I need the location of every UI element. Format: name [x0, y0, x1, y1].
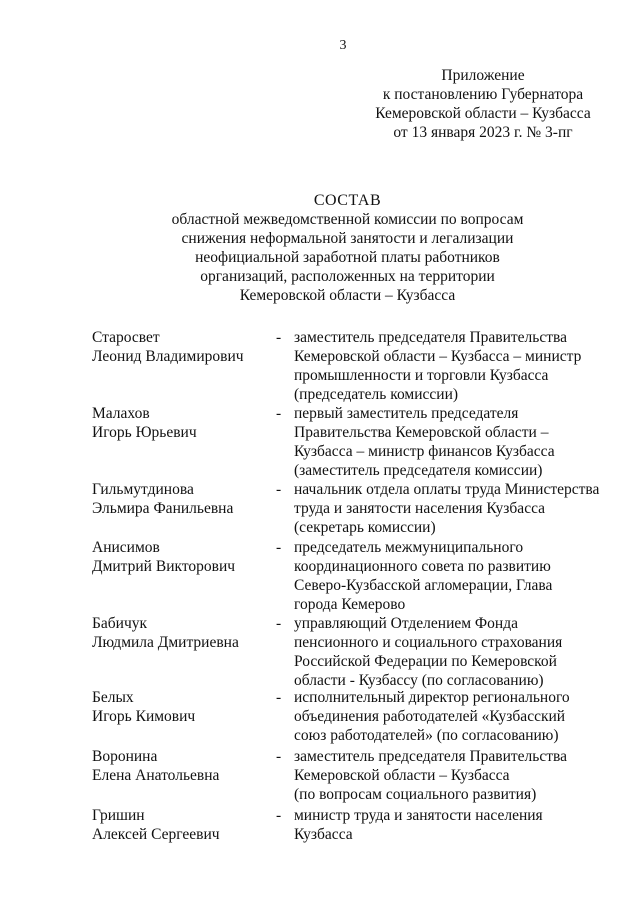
- member-role-line: председатель межмуниципального: [294, 539, 524, 556]
- member-name: [92, 538, 282, 576]
- appendix-line: Приложение: [441, 67, 525, 84]
- member-role-line: Северо-Кузбасской агломерации, Глава: [294, 577, 553, 594]
- member-role-line: (председатель комиссии): [294, 386, 459, 403]
- member-role-line: (заместитель председателя комиссии): [294, 462, 543, 479]
- member-surname: Воронина: [92, 748, 158, 765]
- member-name: [92, 480, 282, 518]
- member-role-line: промышленности и торговли Кузбасса: [294, 367, 549, 384]
- heading-line: организаций, расположенных на территории: [200, 268, 495, 285]
- member-dash: -: [276, 329, 282, 346]
- page-number: 3: [339, 38, 347, 53]
- member-role-line: министр труда и занятости населения: [294, 807, 543, 824]
- member-dash: -: [276, 748, 282, 765]
- member-role-line: (по вопросам социального развития): [294, 786, 537, 803]
- member-given-names: Дмитрий Викторович: [92, 558, 236, 575]
- member-given-names: Игорь Юрьевич: [92, 424, 197, 441]
- member-role-line: Кемеровской области – Кузбасса: [294, 767, 510, 784]
- member-name: [92, 404, 282, 442]
- member-role: [294, 404, 614, 480]
- heading-line: областной межведомственной комиссии по вопросам: [171, 211, 524, 228]
- member-surname: Белых: [92, 689, 134, 706]
- member-role-line: Кемеровской области – Кузбасса – министр: [294, 348, 582, 365]
- member-dash: -: [276, 405, 282, 422]
- member-role-line: исполнительный директор регионального: [294, 689, 570, 706]
- member-surname: Гришин: [92, 807, 145, 824]
- member-surname: Малахов: [92, 405, 150, 422]
- member-role-line: объединения работодателей «Кузбасский: [294, 708, 566, 725]
- member-role-line: координационного совета по развитию: [294, 558, 551, 575]
- appendix-line: от 13 января 2023 г. № 3-пг: [393, 124, 573, 141]
- member-role: [294, 747, 614, 804]
- member-role: [294, 538, 614, 614]
- member-role: [294, 688, 614, 745]
- member-given-names: Игорь Кимович: [92, 708, 196, 725]
- document-title: СОСТАВ: [313, 192, 382, 209]
- member-role-line: управляющий Отделением Фонда: [294, 615, 518, 632]
- member-role-line: заместитель председателя Правительства: [294, 329, 568, 346]
- member-dash: -: [276, 615, 282, 632]
- member-surname: Анисимов: [92, 539, 160, 556]
- member-role-line: (секретарь комиссии): [294, 519, 436, 536]
- member-name: [92, 614, 282, 652]
- heading-line: неофициальной заработной платы работников: [195, 249, 500, 266]
- member-role-line: первый заместитель председателя: [294, 405, 519, 422]
- appendix-line: к постановлению Губернатора: [382, 86, 584, 103]
- member-name: [92, 806, 282, 844]
- member-surname: Бабичук: [92, 615, 148, 632]
- document-heading: [120, 191, 575, 305]
- member-role-line: города Кемерово: [294, 596, 406, 613]
- member-dash: -: [276, 539, 282, 556]
- member-role-line: союз работодателей» (по согласованию): [294, 727, 559, 744]
- member-name: [92, 328, 282, 366]
- member-given-names: Алексей Сергеевич: [92, 826, 220, 843]
- member-role-line: заместитель председателя Правительства: [294, 748, 568, 765]
- member-dash: -: [276, 481, 282, 498]
- member-role: [294, 480, 614, 537]
- member-role: [294, 806, 614, 844]
- member-name: [92, 747, 282, 785]
- member-role-line: области - Кузбассу (по согласованию): [294, 672, 544, 689]
- member-role-line: начальник отдела оплаты труда Министерства: [294, 481, 600, 498]
- member-role: [294, 328, 614, 404]
- member-given-names: Людмила Дмитриевна: [92, 634, 239, 651]
- member-role-line: Кузбасса: [294, 826, 353, 843]
- member-dash: -: [276, 689, 282, 706]
- appendix-block: [330, 66, 636, 142]
- member-role-line: Правительства Кемеровской области –: [294, 424, 549, 441]
- heading-line: Кемеровской области – Кузбасса: [239, 287, 456, 304]
- member-dash: -: [276, 807, 282, 824]
- member-role: [294, 614, 614, 690]
- appendix-line: Кемеровской области – Кузбасса: [375, 105, 591, 122]
- member-surname: Старосвет: [92, 329, 160, 346]
- member-surname: Гильмутдинова: [92, 481, 194, 498]
- member-role-line: труда и занятости населения Кузбасса: [294, 500, 546, 517]
- member-role-line: Российской Федерации по Кемеровской: [294, 653, 557, 670]
- heading-line: снижения неформальной занятости и легализации: [181, 230, 514, 247]
- member-role-line: пенсионного и социального страхования: [294, 634, 563, 651]
- member-given-names: Елена Анатольевна: [92, 767, 220, 784]
- member-given-names: Леонид Владимирович: [92, 348, 244, 365]
- member-role-line: Кузбасса – министр финансов Кузбасса: [294, 443, 555, 460]
- member-given-names: Эльмира Фанильевна: [92, 500, 234, 517]
- member-name: [92, 688, 282, 726]
